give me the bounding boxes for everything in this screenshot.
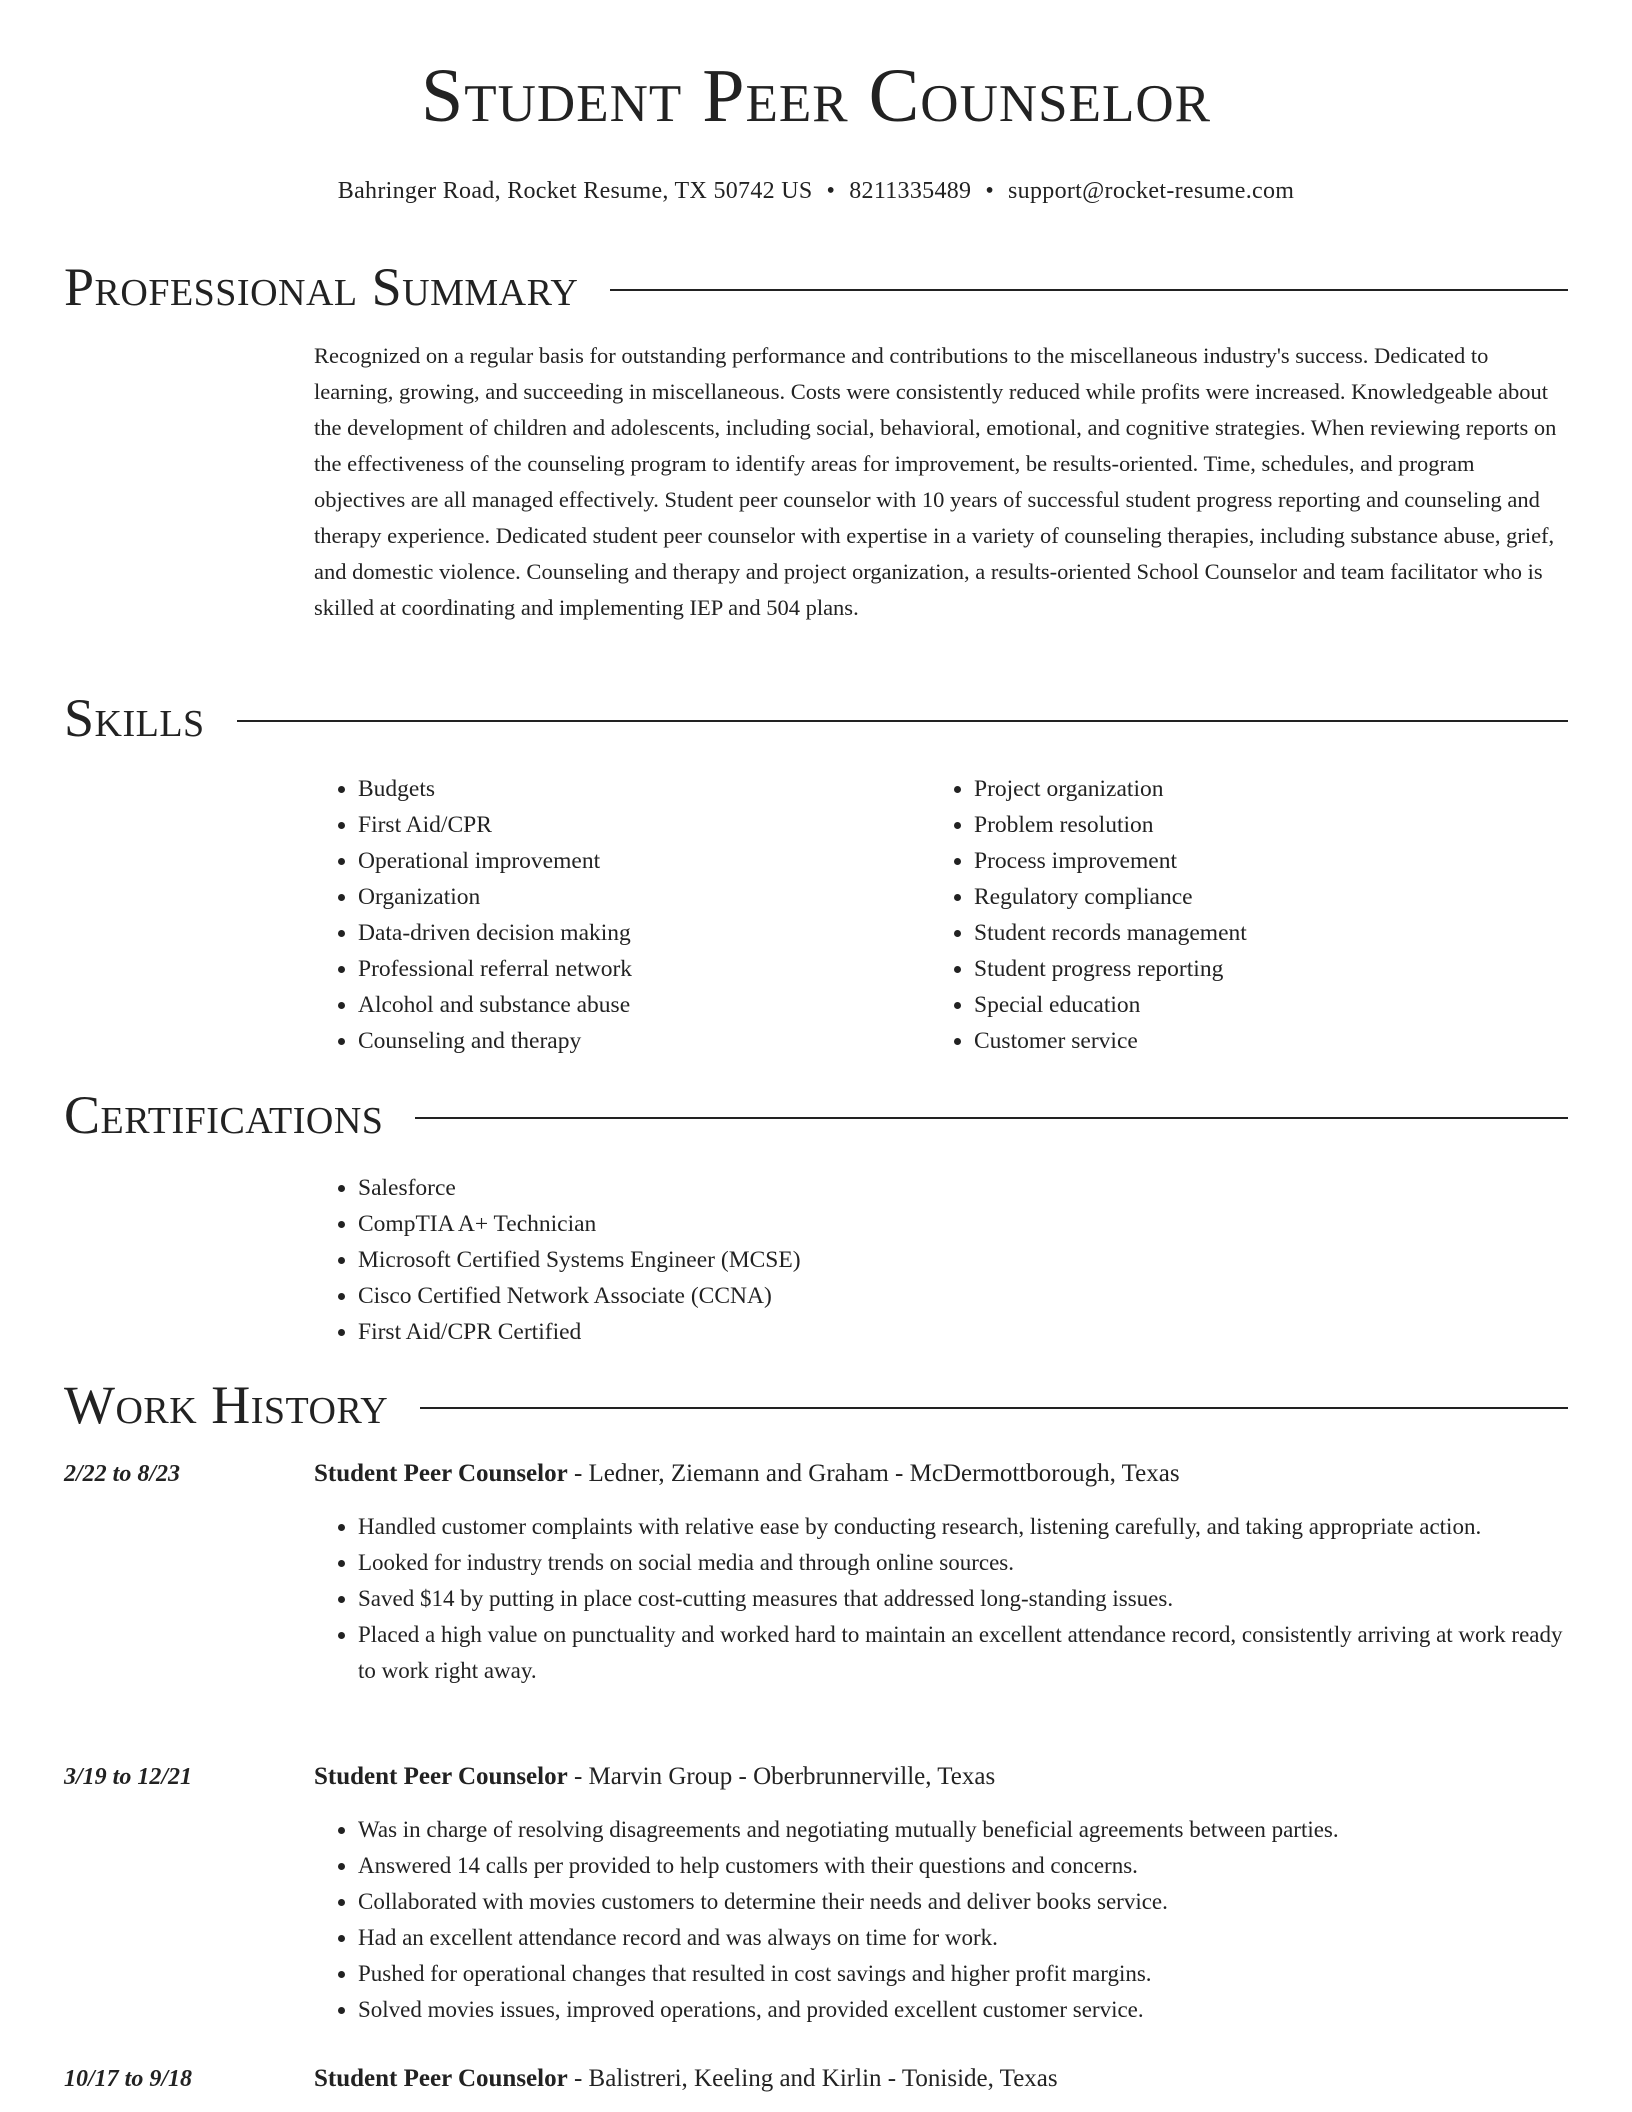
skill-item: • Organization: [358, 879, 874, 915]
job-bullet-list: [314, 1812, 1568, 2028]
skill-item: • Student records management: [974, 915, 1490, 951]
job-bullet-item: • Placed a high value on punctuality and worked hard to maintain an excellent attendance record, consistently arriving at work ready to work right away.: [358, 1617, 1568, 1689]
contact-separator: •: [826, 178, 836, 204]
skill-item: • Alcohol and substance abuse: [358, 987, 874, 1023]
skill-item: • Data-driven decision making: [358, 915, 874, 951]
job-dates: 10/17 to 9/18: [64, 2066, 193, 2092]
section-divider: [420, 1407, 1568, 1409]
resume-name: Student Peer Counselor: [421, 54, 1211, 138]
job-dates: 3/19 to 12/21: [64, 1764, 193, 1790]
summary-text: Recognized on a regular basis for outstanding performance and contributions to the miscellaneous industry's success. Dedicated to learning, growing, and succeeding in miscellaneous. Costs were consistently reduced while profits were increased. Knowledgeable about the development of children and adolescents, including social, behavioral, emotional, and cognitive strategies. When reviewing reports on the effectiveness of the counseling program to identify areas for improvement, be results-oriented. Time, schedules, and program objectives are all managed effectively. Student peer counselor with 10 years of successful student progress reporting and counseling and therapy experience. Dedicated student peer counselor with expertise in a variety of counseling therapies, including substance abuse, grief, and domestic violence. Counseling and therapy and project organization, a results-oriented School Counselor and team facilitator who is skilled at coordinating and implementing IEP and 504 plans.: [314, 343, 1557, 620]
skill-item: • Regulatory compliance: [974, 879, 1490, 915]
skill-item: • Problem resolution: [974, 807, 1490, 843]
skills-list-1: [314, 771, 874, 1059]
skill-item: • Project organization: [974, 771, 1490, 807]
certification-item: • Salesforce: [358, 1170, 1114, 1206]
job-bullet-item: • Handled customer complaints with relative ease by conducting research, listening carefully, and taking appropriate action.: [358, 1509, 1568, 1545]
contact-phone: 8211335489: [849, 178, 972, 204]
skills-list-2: [930, 771, 1490, 1059]
skill-item: • Counseling and therapy: [358, 1023, 874, 1059]
skill-item: • Process improvement: [974, 843, 1490, 879]
job-bullet-item: • Answered 14 calls per provided to help customers with their questions and concerns.: [358, 1848, 1568, 1884]
skill-item: • Customer service: [974, 1023, 1490, 1059]
certification-item: • First Aid/CPR Certified: [358, 1314, 1114, 1350]
job-bullet-item: • Was in charge of resolving disagreements and negotiating mutually beneficial agreements between parties.: [358, 1812, 1568, 1848]
certifications-block: [314, 1170, 1114, 1350]
work-section-title: Work History: [64, 1375, 389, 1435]
contact-separator: •: [985, 178, 995, 204]
job-role: Student Peer Counselor: [314, 1763, 568, 1790]
job-title-line: [314, 1761, 1568, 1793]
job-bullets-block: [314, 1509, 1568, 1689]
section-divider: [415, 1117, 1568, 1119]
skills-section-title: Skills: [64, 688, 205, 748]
certifications-section-title: Certifications: [64, 1085, 384, 1145]
certification-item: • Microsoft Certified Systems Engineer (MCSE): [358, 1242, 1114, 1278]
certifications-list: [314, 1170, 1114, 1350]
job-bullet-list: [314, 1509, 1568, 1689]
skill-item: • Student progress reporting: [974, 951, 1490, 987]
work-section-header: [64, 1375, 1568, 1435]
job-title-line: [314, 2063, 1568, 2095]
certification-item: • CompTIA A+ Technician: [358, 1206, 1114, 1242]
skill-item: • Budgets: [358, 771, 874, 807]
job-bullet-item: • Looked for industry trends on social media and through online sources.: [358, 1545, 1568, 1581]
skills-section-header: [64, 688, 1568, 748]
skill-item: • First Aid/CPR: [358, 807, 874, 843]
job-bullet-item: • Had an excellent attendance record and was always on time for work.: [358, 1920, 1568, 1956]
skill-item: • Professional referral network: [358, 951, 874, 987]
job-bullet-item: • Collaborated with movies customers to determine their needs and deliver books service.: [358, 1884, 1568, 1920]
job-bullets-block: [314, 1812, 1568, 2028]
skill-item: • Operational improvement: [358, 843, 874, 879]
contact-address: Bahringer Road, Rocket Resume, TX 50742 US: [337, 178, 813, 204]
job-details: - Balistreri, Keeling and Kirlin - Toniside, Texas: [567, 2065, 1058, 2092]
job-role: Student Peer Counselor: [314, 2065, 568, 2092]
section-divider: [610, 289, 1568, 291]
certification-item: • Cisco Certified Network Associate (CCNA): [358, 1278, 1114, 1314]
summary-section-title: Professional Summary: [64, 257, 579, 317]
job-bullet-item: • Pushed for operational changes that resulted in cost savings and higher profit margins.: [358, 1956, 1568, 1992]
job-details: - Marvin Group - Oberbrunnerville, Texas: [567, 1763, 996, 1790]
job-bullet-item: • Solved movies issues, improved operations, and provided excellent customer service.: [358, 1992, 1568, 2028]
section-divider: [237, 720, 1568, 722]
contact-line: [0, 175, 1632, 207]
certifications-section-header: [64, 1085, 1568, 1145]
skills-column-1: [314, 771, 874, 1059]
skill-item: • Special education: [974, 987, 1490, 1023]
job-bullet-item: • Saved $14 by putting in place cost-cutting measures that addressed long-standing issues.: [358, 1581, 1568, 1617]
contact-email: support@rocket-resume.com: [1008, 178, 1295, 204]
skills-column-2: [930, 771, 1490, 1059]
job-role: Student Peer Counselor: [314, 1460, 568, 1487]
job-details: - Ledner, Ziemann and Graham - McDermottborough, Texas: [567, 1460, 1180, 1487]
job-title-line: [314, 1458, 1568, 1490]
job-dates: 2/22 to 8/23: [64, 1461, 181, 1487]
summary-section-header: [64, 257, 1568, 317]
